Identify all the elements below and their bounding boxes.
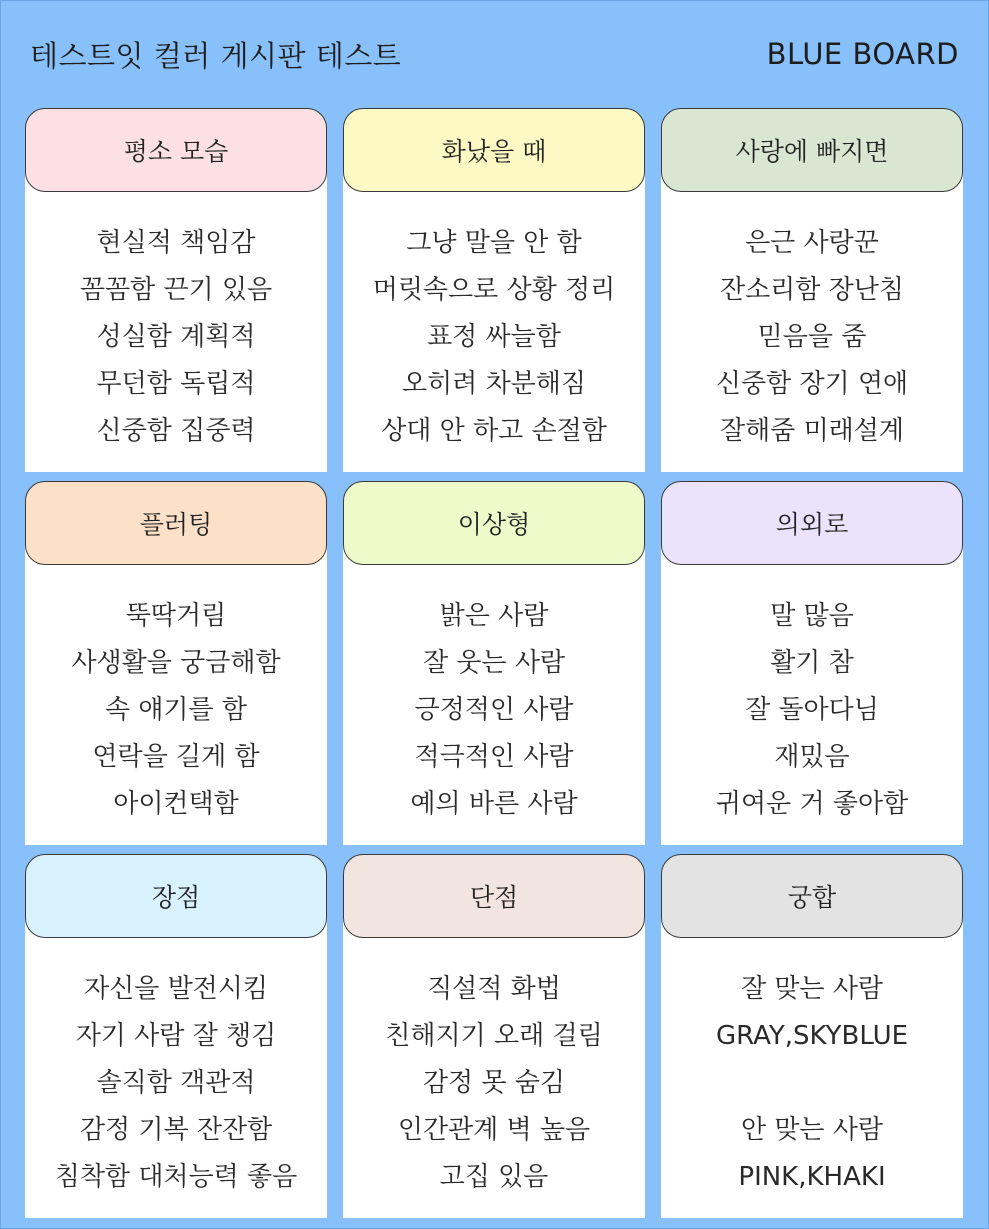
card-title: 플러팅 xyxy=(25,481,327,565)
card-item: 자기 사람 잘 챙김 xyxy=(75,1021,277,1051)
card-title: 평소 모습 xyxy=(25,108,327,192)
card-item: 사생활을 궁금해함 xyxy=(71,648,281,678)
card xyxy=(25,108,327,472)
card-item-list xyxy=(661,593,963,828)
card xyxy=(661,108,963,472)
card-item: 긍정적인 사람 xyxy=(414,695,574,725)
card-item: 적극적인 사람 xyxy=(414,742,574,772)
card-item: 뚝딱거림 xyxy=(125,601,227,631)
card-item: 친해지기 오래 걸림 xyxy=(385,1021,603,1051)
card-item-list xyxy=(25,966,327,1201)
card-item-list xyxy=(25,593,327,828)
board-brand: BLUE BOARD xyxy=(766,37,959,71)
card-item: 오히려 차분해짐 xyxy=(401,369,587,399)
card-grid xyxy=(25,108,963,1218)
card-item: 그냥 말을 안 함 xyxy=(406,228,582,258)
card-item: 속 얘기를 함 xyxy=(104,695,248,725)
card-item-list xyxy=(661,220,963,455)
card-item: 예의 바른 사람 xyxy=(410,789,578,819)
card-item: 직설적 화법 xyxy=(427,974,561,1004)
card-item: 잘 돌아다님 xyxy=(745,695,879,725)
card-title: 의외로 xyxy=(661,481,963,565)
card-item: 감정 못 숨김 xyxy=(422,1068,566,1098)
card-item: 밝은 사람 xyxy=(439,601,549,631)
card xyxy=(661,481,963,845)
card-item: 꼼꼼함 끈기 있음 xyxy=(79,275,273,305)
card-item-list xyxy=(343,220,645,455)
card-item: 자신을 발전시킴 xyxy=(83,974,269,1004)
card-item: 표정 싸늘함 xyxy=(427,322,561,352)
card-title: 단점 xyxy=(343,854,645,938)
card-item: 귀여운 거 좋아함 xyxy=(715,789,909,819)
card-item: 감정 기복 잔잔함 xyxy=(79,1115,273,1145)
card-item: 잔소리함 장난침 xyxy=(719,275,905,305)
card xyxy=(661,854,963,1218)
card-item: 신중함 집중력 xyxy=(96,416,256,446)
card-title: 궁합 xyxy=(661,854,963,938)
card xyxy=(343,481,645,845)
card-title: 화났을 때 xyxy=(343,108,645,192)
card-item: 재밌음 xyxy=(774,742,850,772)
card-title: 장점 xyxy=(25,854,327,938)
card-item-list xyxy=(661,966,963,1201)
card-item: 잘 웃는 사람 xyxy=(422,648,566,678)
card-item: 잘 맞는 사람 xyxy=(740,974,884,1004)
card-item: 잘해줌 미래설계 xyxy=(719,416,905,446)
card-item: PINK,KHAKI xyxy=(738,1162,886,1192)
board-header xyxy=(30,34,959,74)
card-item: 머릿속으로 상황 정리 xyxy=(372,275,616,305)
card-item: 현실적 책임감 xyxy=(96,228,256,258)
card-title: 사랑에 빠지면 xyxy=(661,108,963,192)
card-item: 은근 사랑꾼 xyxy=(745,228,879,258)
card-item: 고집 있음 xyxy=(439,1162,549,1192)
card-item: 믿음을 줌 xyxy=(757,322,867,352)
card-item: 말 많음 xyxy=(770,601,854,631)
board-title: 테스트잇 컬러 게시판 테스트 xyxy=(30,38,402,73)
card-item: 인간관계 벽 높음 xyxy=(397,1115,591,1145)
card xyxy=(343,854,645,1218)
card-item: 안 맞는 사람 xyxy=(740,1115,884,1145)
card-item-list xyxy=(343,593,645,828)
card-item: 상대 안 하고 손절함 xyxy=(381,416,607,446)
card-item: 신중함 장기 연애 xyxy=(715,369,909,399)
card-item: 성실함 계획적 xyxy=(96,322,256,352)
card-item xyxy=(661,1060,963,1107)
card-item: 아이컨택함 xyxy=(113,789,239,819)
card-item: 솔직함 객관적 xyxy=(96,1068,256,1098)
card-title: 이상형 xyxy=(343,481,645,565)
card-item-list xyxy=(25,220,327,455)
card-item: 침착함 대처능력 좋음 xyxy=(54,1162,298,1192)
card-item: 활기 참 xyxy=(770,648,854,678)
card-item: 무던함 독립적 xyxy=(96,369,256,399)
card xyxy=(25,854,327,1218)
card xyxy=(25,481,327,845)
card-item: 연락을 길게 함 xyxy=(92,742,260,772)
card-item: GRAY,SKYBLUE xyxy=(715,1021,909,1051)
card xyxy=(343,108,645,472)
card-item-list xyxy=(343,966,645,1201)
